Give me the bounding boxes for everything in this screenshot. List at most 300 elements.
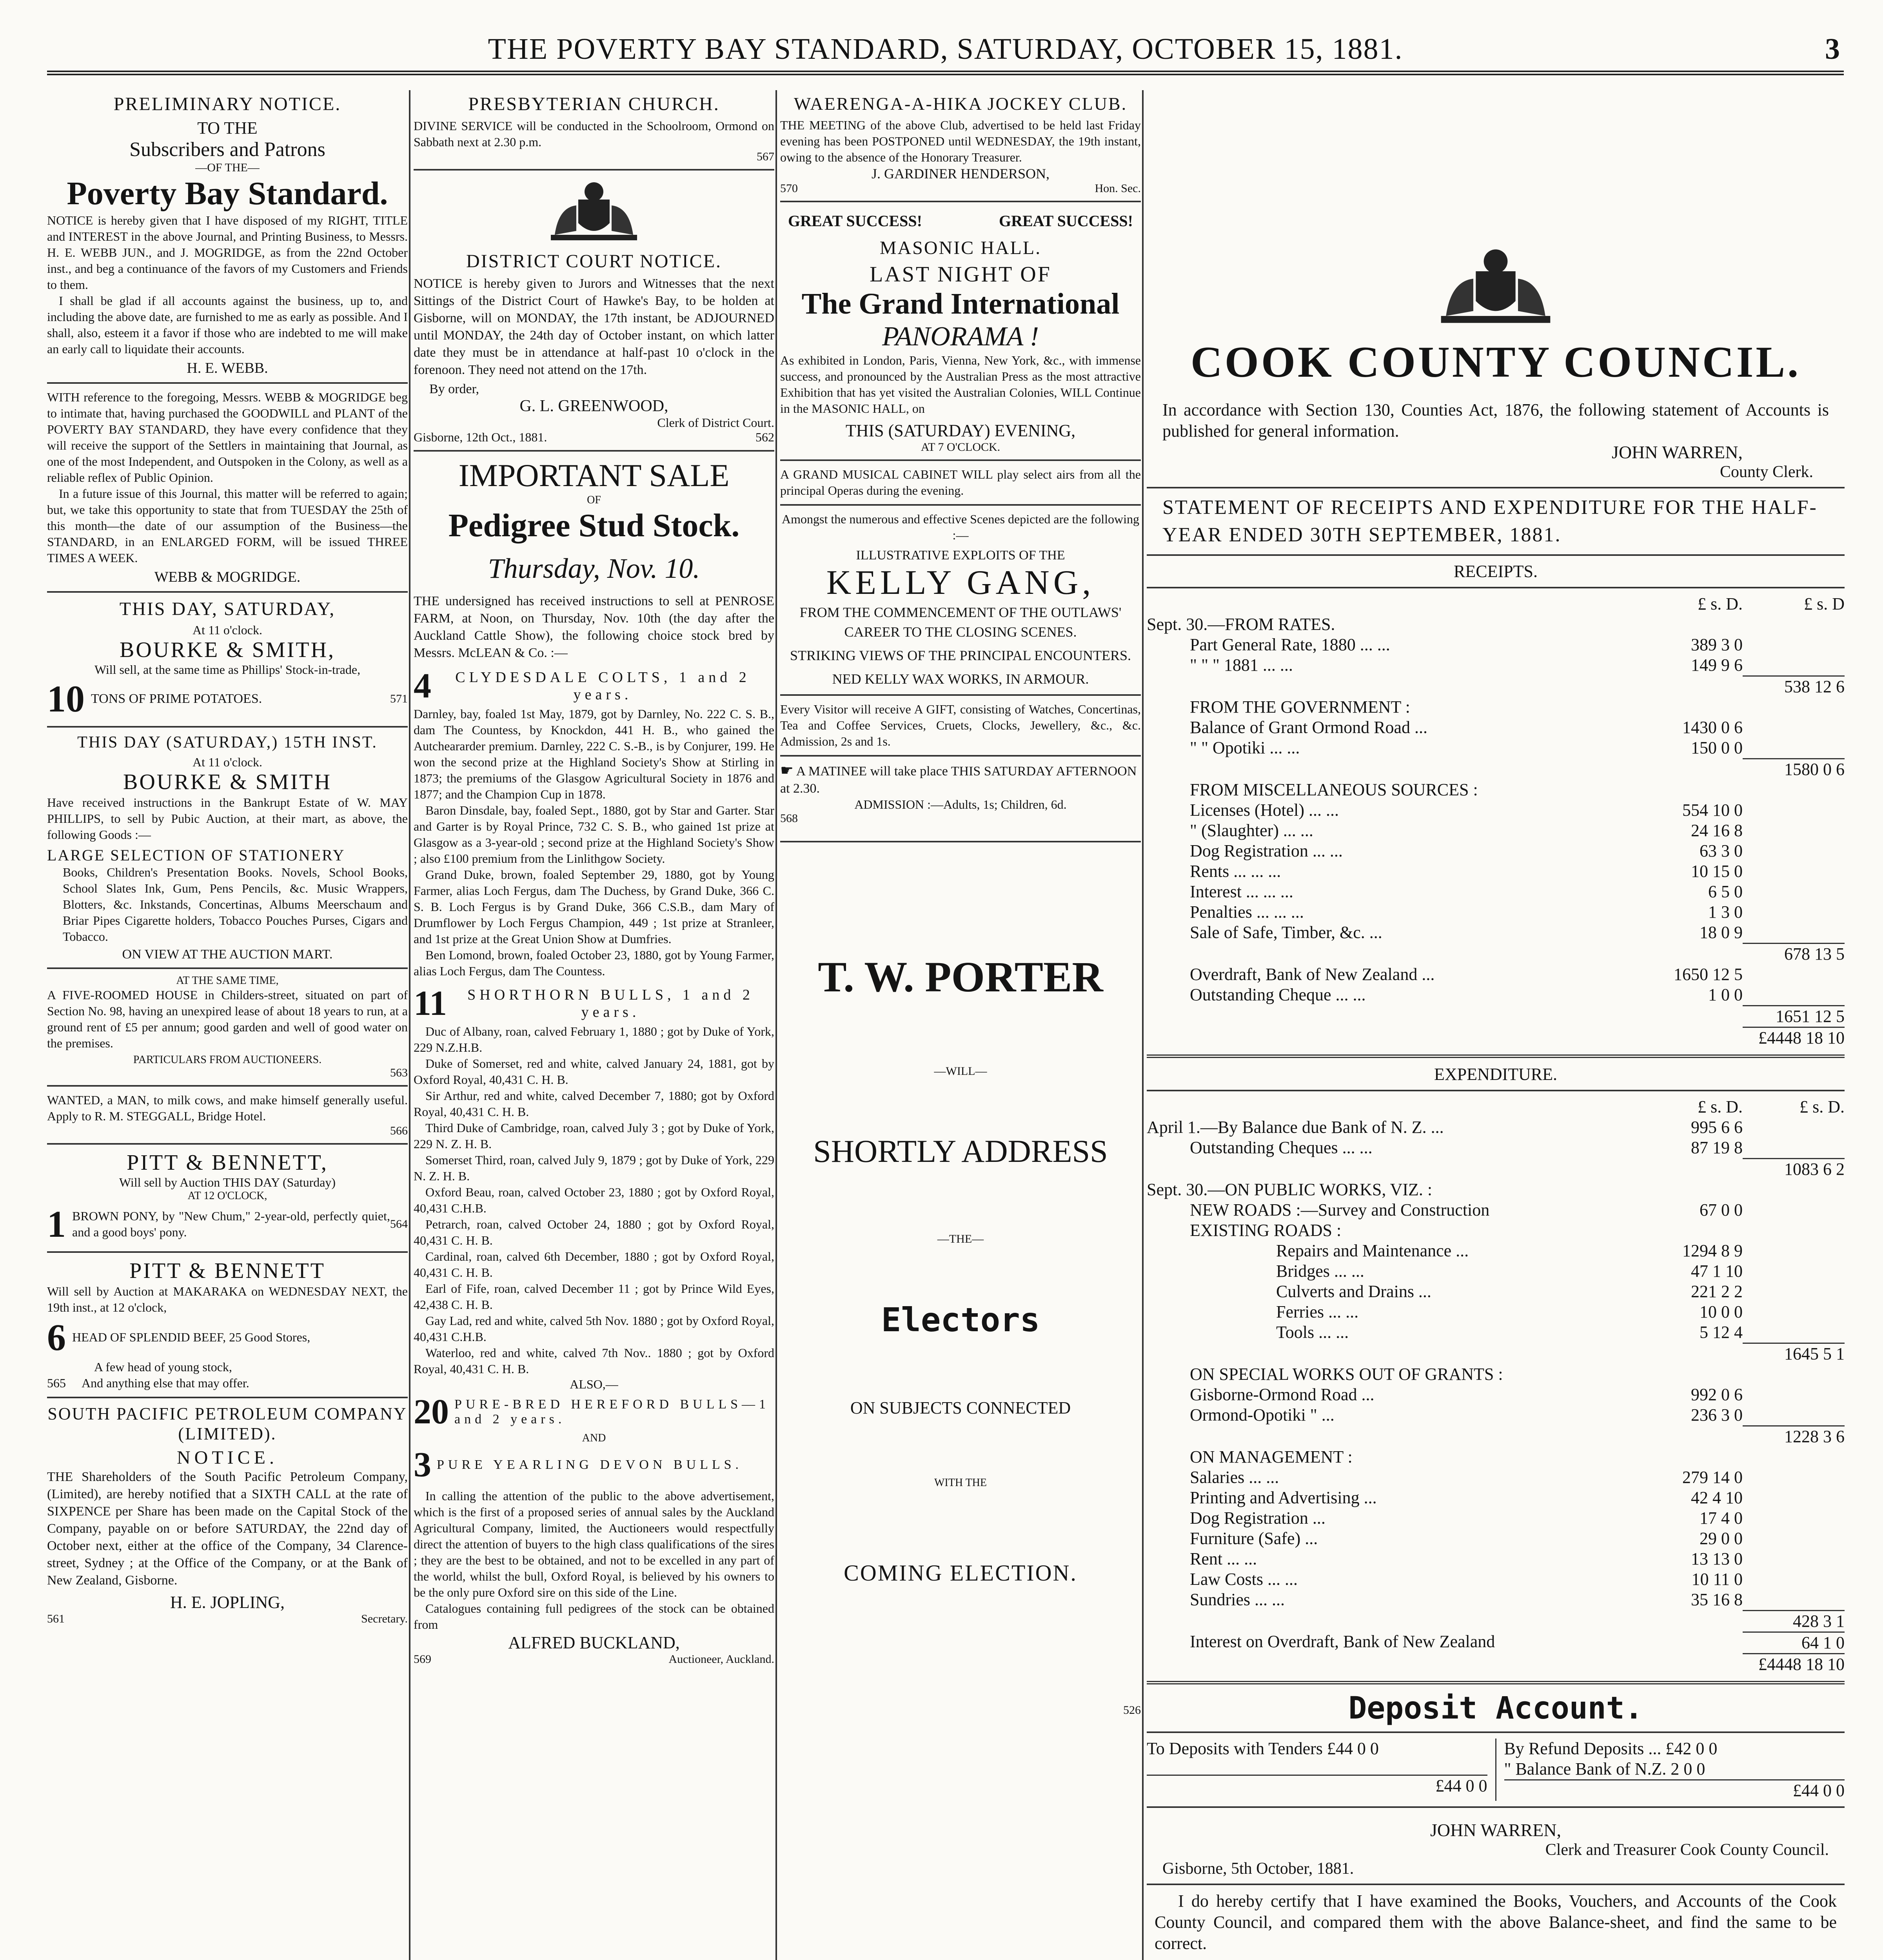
- account-line: [1147, 1447, 1845, 1467]
- panorama-among: Amongst the numerous and effective Scenes depicted are the following :—: [781, 512, 1139, 542]
- statement-heading: STATEMENT OF RECEIPTS AND EXPENDITURE FOR THE HALF-YEAR ENDED 30TH SEPTEMBER, 1881.: [1162, 496, 1818, 546]
- account-amount: 17 4 0: [1700, 1508, 1743, 1528]
- sale2-large: LARGE SELECTION OF STATIONERY: [47, 846, 345, 864]
- petrol-notice: NOTICE.: [177, 1447, 278, 1468]
- account-amount: 24 16 8: [1691, 821, 1743, 840]
- account-amount: [1649, 1447, 1743, 1467]
- account-total: [1743, 1528, 1845, 1549]
- pitt2-number: 6: [47, 1316, 66, 1358]
- account-total: [1743, 1220, 1845, 1241]
- account-total: 1083 6 2: [1743, 1158, 1845, 1180]
- divider: [1147, 1054, 1845, 1058]
- expenditure-table: [1147, 1097, 1845, 1675]
- account-label: " " " 1881 ... ...: [1190, 655, 1293, 675]
- account-label: April 1.—By Balance due Bank of N. Z. ...: [1147, 1118, 1444, 1137]
- sale1-heading: THIS DAY, SATURDAY,: [119, 599, 336, 619]
- deposit-left-total: £44 0 0: [1147, 1775, 1487, 1796]
- sale2-particulars: PARTICULARS FROM AUCTIONEERS.: [133, 1054, 322, 1066]
- account-line: [1147, 1027, 1845, 1048]
- divider: [414, 450, 774, 452]
- deposit-left: [1147, 1739, 1496, 1801]
- account-label: ON MANAGEMENT :: [1190, 1447, 1353, 1466]
- expenditure-lsd-2: £ s. D.: [1799, 1097, 1845, 1116]
- column-2: [414, 90, 774, 1960]
- divider: [780, 694, 1141, 696]
- account-total: [1743, 1322, 1845, 1343]
- pitt1-will: Will sell by Auction THIS DAY (Saturday): [119, 1175, 336, 1189]
- account-line: [1147, 1569, 1845, 1590]
- porter-ref: 526: [1123, 1704, 1141, 1717]
- stud-ref: 569: [414, 1653, 431, 1666]
- great-success-banner: [780, 208, 1141, 234]
- account-label: Interest on Overdraft, Bank of New Zealand: [1190, 1632, 1495, 1651]
- account-total: [1743, 841, 1845, 861]
- panorama-evening: THIS (SATURDAY) EVENING,: [845, 421, 1076, 440]
- account-amount: 63 3 0: [1700, 841, 1743, 860]
- pitt1-number: 1: [47, 1203, 66, 1245]
- sale2-ref: 563: [390, 1066, 408, 1079]
- account-amount: [1649, 1158, 1743, 1180]
- pitt1-ref: 564: [390, 1217, 408, 1230]
- horse-darnley: Darnley, bay, foaled 1st May, 1879, got by Darnley, No. 222 C. S. B., dam The Countess, by Knockdon, 441 H. B., who gained the Autcheararder premium. Darnley, 222 C. S.-B., is by Conjurer, 199. He won the second prize at the Highland Society's Show at Stirling in 1873; the premiums of the Glasgow Agricultural Society in 1876 and 1877; and the Champion Cup in 1878.: [414, 707, 774, 801]
- account-total: 1651 12 5: [1743, 1005, 1845, 1027]
- page-number: 3: [1825, 33, 1840, 65]
- divider: [47, 382, 408, 384]
- account-line: [1147, 1220, 1845, 1241]
- sale1-lot: [47, 677, 408, 720]
- sale2-view: ON VIEW AT THE AUCTION MART.: [122, 947, 333, 962]
- account-label: Tools ... ...: [1276, 1323, 1349, 1342]
- account-line: [1147, 1281, 1845, 1302]
- column-4: [1147, 90, 1845, 1960]
- account-amount: 29 0 0: [1700, 1529, 1743, 1548]
- bull-entry: Oxford Beau, roan, calved October 23, 1880 ; got by Oxford Royal, 40,431 C.H.B.: [414, 1185, 774, 1215]
- stud-count-4: 4: [414, 666, 431, 705]
- divider: [1147, 1884, 1845, 1885]
- prelim-to: TO THE: [197, 118, 258, 138]
- account-line: [1147, 1385, 1845, 1405]
- church-body: DIVINE SERVICE will be conducted in the Schoolroom, Ormond on Sabbath next at 2.30 p.m.: [414, 119, 774, 149]
- court-role: Clerk of District Court.: [657, 416, 774, 430]
- prelim-body-4: In a future issue of this Journal, this matter will be referred to again; but, we take this opportunity to state that from TUESDAY the 25th of this month—the date of our assumption of the Business—the STANDARD, in an ENLARGED FORM, will be issued THREE TIMES A WEEK.: [47, 486, 408, 565]
- account-label: Repairs and Maintenance ...: [1276, 1241, 1469, 1260]
- account-line: [1147, 675, 1845, 697]
- prelim-sign: H. E. WEBB.: [187, 360, 268, 376]
- account-line: [1147, 1180, 1845, 1200]
- sale2-heading: THIS DAY (SATURDAY,) 15TH INST.: [77, 733, 378, 751]
- account-amount: [1649, 675, 1743, 697]
- account-total: [1743, 922, 1845, 943]
- pitt2-item-3: And anything else that may offer.: [82, 1376, 249, 1390]
- account-total: 678 13 5: [1743, 943, 1845, 964]
- divider: [47, 1085, 408, 1087]
- account-line: [1147, 1405, 1845, 1425]
- divider: [47, 1143, 408, 1145]
- account-line: [1147, 1508, 1845, 1528]
- account-total: [1743, 902, 1845, 922]
- deposit-right-2: " Balance Bank of N.Z. 2 0 0: [1504, 1759, 1705, 1779]
- prelim-body-2: I shall be glad if all accounts against the business, up to, and including the above date, are furnished to me as early as possible. And I shall, also, esteem it a favor if those who are indebted to me will make an early call to liquidate their accounts.: [47, 294, 408, 356]
- stud-count-11: 11: [414, 984, 447, 1023]
- treasurer-role: Clerk and Treasurer Cook County Council.: [1545, 1841, 1829, 1859]
- account-label: [1147, 758, 1649, 780]
- account-label: FROM MISCELLANEOUS SOURCES :: [1190, 780, 1478, 799]
- account-total: 538 12 6: [1743, 675, 1845, 697]
- kelly-gang: KELLY GANG,: [826, 564, 1095, 602]
- account-amount: 5 12 4: [1700, 1323, 1743, 1342]
- court-date: Gisborne, 12th Oct., 1881.: [414, 430, 547, 444]
- account-label: EXISTING ROADS :: [1190, 1221, 1342, 1240]
- sale2-items: Books, Children's Presentation Books. Novels, School Books, School Slates Ink, Gum, Pens Pencils, &c. Music Wrappers, Blotters, &c. Inkstands, Concertinas, Albums Meerschaum and Briar Pipes Cigarette holders, Tobacco Pouches Purses, Cigars and Tobacco.: [63, 865, 408, 944]
- account-amount: [1649, 1220, 1743, 1241]
- account-line: [1147, 943, 1845, 964]
- stud-subheading: Pedigree Stud Stock.: [448, 507, 740, 544]
- account-line: [1147, 655, 1845, 675]
- account-total: [1743, 655, 1845, 675]
- pitt1-time: AT 12 O'CLOCK,: [187, 1190, 267, 1202]
- stud-of: OF: [587, 494, 601, 506]
- account-label: Part General Rate, 1880 ... ...: [1190, 635, 1390, 654]
- account-label: " (Slaughter) ... ...: [1190, 821, 1313, 840]
- account-line: [1147, 1425, 1845, 1447]
- stud-hereford: [414, 1392, 774, 1432]
- account-amount: 87 19 8: [1691, 1138, 1743, 1157]
- account-label: Licenses (Hotel) ... ...: [1190, 800, 1339, 820]
- royal-coat-of-arms-icon: [1421, 239, 1570, 333]
- bull-entry: Waterloo, red and white, calved 7th Nov.. 1880 ; got by Oxford Royal, 40,431 C. H. B.: [414, 1346, 774, 1376]
- receipts-lsd-1: £ s. D.: [1698, 594, 1743, 613]
- account-line: [1147, 758, 1845, 780]
- sale1-firm: BOURKE & SMITH,: [119, 638, 336, 662]
- account-label: Interest ... ... ...: [1190, 882, 1293, 901]
- porter-will: —WILL—: [934, 1065, 987, 1078]
- account-amount: 1 0 0: [1708, 985, 1743, 1004]
- account-line: [1147, 1261, 1845, 1281]
- account-total: [1743, 820, 1845, 841]
- account-amount: [1649, 780, 1743, 800]
- account-amount: [1649, 614, 1743, 635]
- prelim-subscribers: Subscribers and Patrons: [129, 138, 325, 161]
- jockey-heading: WAERENGA-A-HIKA JOCKEY CLUB.: [794, 94, 1128, 114]
- porter-with-the: WITH THE: [934, 1477, 987, 1489]
- account-amount: 67 0 0: [1700, 1200, 1743, 1220]
- account-amount: 1294 8 9: [1682, 1241, 1743, 1260]
- sale1-time: At 11 o'clock.: [192, 623, 262, 637]
- deposit-left-1: To Deposits with Tenders £44 0 0: [1147, 1739, 1379, 1758]
- horse-grand-duke: Grand Duke, brown, foaled September 29, 1880, got by Young Farmer, alias Loch Fergus, dam The Duchess, by Grand Duke, 366 C. S. B. Loch Fergus is by Grand Duke, 366 C.S.B., dam Mary of Drumflower by Loch Fergus Champion, 449 ; 1st prize at Stranleer, and 1st prize at the Great Union Show at Dumfries.: [414, 867, 774, 946]
- account-label: [1147, 1610, 1649, 1632]
- account-amount: 1 3 0: [1708, 902, 1743, 922]
- account-amount: [1649, 943, 1743, 964]
- sale2-time: At 11 o'clock.: [192, 755, 262, 769]
- account-label: Bridges ... ...: [1276, 1261, 1364, 1281]
- stud-body-2: In calling the attention of the public to the above advertisement, which is the first of a proposed series of annual sales by the Auckland Agricultural Company, limited, the Auctioneers would respectfully direct the attention of buyers to the high class qualifications of the sires ; they are the best to be obtained, and not to be excelled in any part of the world, whilst the bull, Oxford Royal, is believed by his owners to be the only pure Oxford sire on this side of the Line.: [414, 1489, 774, 1599]
- divider: [47, 1397, 408, 1398]
- account-amount: 35 16 8: [1691, 1590, 1743, 1609]
- stud-date: Thursday, Nov. 10.: [488, 553, 700, 584]
- court-foot: [414, 430, 774, 445]
- account-amount: 10 15 0: [1691, 862, 1743, 881]
- divider: [1147, 487, 1845, 488]
- account-total: 1645 5 1: [1743, 1343, 1845, 1364]
- petrol-ref: 561: [47, 1612, 65, 1625]
- divider: [780, 755, 1141, 757]
- account-label: Printing and Advertising ...: [1190, 1488, 1377, 1507]
- pitt2-will: Will sell by Auction at MAKARAKA on WEDNESDAY NEXT, the 19th inst., at 12 o'clock,: [47, 1284, 408, 1314]
- council-title: COOK COUNTY COUNCIL.: [1190, 338, 1801, 387]
- panorama-time: AT 7 O'CLOCK.: [921, 441, 1001, 454]
- prelim-of: —OF THE—: [195, 161, 260, 174]
- account-total: [1743, 1569, 1845, 1590]
- court-ref: 562: [755, 430, 774, 444]
- pitt2-item: HEAD OF SPLENDID BEEF, 25 Good Stores,: [72, 1330, 311, 1344]
- account-amount: 389 3 0: [1691, 635, 1743, 654]
- account-amount: 47 1 10: [1691, 1261, 1743, 1281]
- stud-devon: [414, 1445, 774, 1485]
- account-line: [1147, 1138, 1845, 1158]
- deposit-table: [1147, 1739, 1845, 1801]
- account-total: [1743, 1508, 1845, 1528]
- masthead-title: THE POVERTY BAY STANDARD, SATURDAY, OCTOBER 15, 1881.: [488, 33, 1403, 65]
- account-total: [1743, 1302, 1845, 1322]
- account-line: [1147, 1241, 1845, 1261]
- account-total: [1743, 697, 1845, 717]
- account-label: [1147, 1005, 1649, 1027]
- treasurer-date: Gisborne, 5th October, 1881.: [1162, 1860, 1354, 1878]
- porter-shortly-address: SHORTLY ADDRESS: [813, 1133, 1108, 1169]
- petrol-foot: [47, 1612, 408, 1626]
- grand-international: The Grand International: [801, 287, 1120, 320]
- pitt1-item: BROWN PONY, by "New Chum," 2-year-old, perfectly quiet, and a good boys' pony.: [72, 1209, 390, 1239]
- pitt2-lot: [47, 1316, 408, 1359]
- account-amount: 995 6 6: [1691, 1118, 1743, 1137]
- account-line: [1147, 1322, 1845, 1343]
- account-total: [1743, 1447, 1845, 1467]
- account-label: Sept. 30.—FROM RATES.: [1147, 615, 1335, 634]
- account-label: ON SPECIAL WORKS OUT OF GRANTS :: [1190, 1365, 1503, 1384]
- account-line: [1147, 1590, 1845, 1610]
- account-amount: 150 0 0: [1691, 738, 1743, 757]
- bull-entry: Third Duke of Cambridge, roan, calved July 3 ; got by Duke of York, 229 N. Z. H. B.: [414, 1121, 774, 1151]
- receipts-heading: RECEIPTS.: [1454, 562, 1538, 581]
- account-total: [1743, 635, 1845, 655]
- account-line: [1147, 1343, 1845, 1364]
- court-heading: DISTRICT COURT NOTICE.: [466, 251, 722, 272]
- pitt2-item-2: A few head of young stock,: [94, 1360, 232, 1374]
- account-amount: [1649, 1343, 1743, 1364]
- porter-on-subjects: ON SUBJECTS CONNECTED: [850, 1398, 1071, 1417]
- stud-and: AND: [582, 1432, 606, 1444]
- horse-baron-dinsdale: Baron Dinsdale, bay, foaled Sept., 1880, got by Star and Garter. Star and Garter is by Royal Prince, 732 C. S. B., who gained 1st prize at Glasgow as a 3-year-old ; second prize at the Highland Society's Show ; also £100 premium from the Linlithgow Society.: [414, 803, 774, 866]
- panorama-admission: ADMISSION :—Adults, 1s; Children, 6d.: [854, 797, 1067, 811]
- great-success-left: GREAT SUCCESS!: [788, 212, 922, 230]
- account-total: [1743, 985, 1845, 1005]
- account-line: [1147, 1528, 1845, 1549]
- stud-role: Auctioneer, Auckland.: [668, 1653, 774, 1666]
- account-line: [1147, 800, 1845, 820]
- porter-electors: Electors: [881, 1301, 1040, 1339]
- account-total: [1743, 1241, 1845, 1261]
- divider: [47, 591, 408, 593]
- church-heading: PRESBYTERIAN CHURCH.: [468, 94, 720, 114]
- account-amount: [1649, 758, 1743, 780]
- stud-count-20: 20: [414, 1392, 449, 1431]
- account-line: [1147, 1302, 1845, 1322]
- kelly-wax-works: NED KELLY WAX WORKS, IN ARMOUR.: [832, 671, 1089, 687]
- account-line: [1147, 1364, 1845, 1385]
- masthead: [47, 27, 1844, 75]
- column-rule: [775, 90, 777, 1960]
- bull-entry: Duc of Albany, roan, calved February 1, 1880 ; got by Duke of York, 229 N.Z.H.B.: [414, 1024, 774, 1054]
- account-amount: 42 4 10: [1691, 1488, 1743, 1507]
- account-total: [1743, 1117, 1845, 1138]
- deposit-right: [1496, 1739, 1845, 1801]
- account-line: [1147, 820, 1845, 841]
- account-label: Outstanding Cheques ... ...: [1190, 1138, 1373, 1157]
- divider: [47, 726, 408, 728]
- panorama-gift: Every Visitor will receive A GIFT, consisting of Watches, Concertinas, Tea and Coffee Services, Cruets, Clocks, Jewellery, &c., &c. Admission, 2s and 1s.: [780, 702, 1141, 748]
- account-label: FROM THE GOVERNMENT :: [1190, 697, 1410, 717]
- stud-clydesdale-label: CLYDESDALE COLTS, 1 and 2 years.: [455, 669, 750, 703]
- account-total: £4448 18 10: [1743, 1653, 1845, 1675]
- jockey-ref: 570: [780, 182, 798, 195]
- panorama-body: As exhibited in London, Paris, Vienna, New York, &c., with immense success, and pronounced by the Australian Press as the most attractive Exhibition that has yet visited the Australian Colonies, WILL Continue in the MASONIC HALL, on: [780, 353, 1141, 416]
- stud-clydesdale: [414, 666, 774, 706]
- jockey-foot: [780, 182, 1141, 195]
- account-total: [1743, 717, 1845, 738]
- petrol-role: Secretary.: [361, 1612, 408, 1625]
- stud-shorthorn: [414, 983, 774, 1024]
- sale2-house: A FIVE-ROOMED HOUSE in Childers-street, situated on part of Section No. 98, having an unexpired lease of about 18 years to run, at a ground rent of £5 per annum; good garden and well of good water on the premises.: [47, 988, 408, 1050]
- stud-hereford-label: PURE-BRED HEREFORD BULLS—1 and 2 years.: [454, 1397, 770, 1426]
- court-name: G. L. GREENWOOD,: [519, 397, 668, 415]
- account-line: [1147, 614, 1845, 635]
- account-total: 64 1 0: [1743, 1632, 1845, 1653]
- account-label: Outstanding Cheque ... ...: [1190, 985, 1366, 1004]
- stud-shorthorn-label: SHORTHORN BULLS, 1 and 2 years.: [467, 986, 754, 1020]
- sale1-item: TONS OF PRIME POTATOES.: [91, 691, 262, 706]
- sale1-number: 10: [47, 678, 85, 720]
- matinee: [780, 762, 1141, 797]
- divider: [780, 504, 1141, 506]
- account-line: [1147, 1117, 1845, 1138]
- sale1-will: Will sell, at the same time as Phillips' Stock-in-trade,: [94, 662, 361, 677]
- divider: [47, 967, 408, 969]
- church-ref: 567: [757, 150, 774, 163]
- stud-body-3: Catalogues containing full pedigrees of the stock can be obtained from: [414, 1601, 774, 1632]
- account-amount: 221 2 2: [1691, 1282, 1743, 1301]
- audit-body: I do hereby certify that I have examined the Books, Vouchers, and Accounts of the Cook County Council, and compared them with the above Balance-sheet, and find the same to be correct.: [1155, 1891, 1837, 1953]
- account-amount: [1649, 1653, 1743, 1675]
- divider: [1147, 1090, 1845, 1091]
- jockey-body: THE MEETING of the above Club, advertised to be held last Friday evening has been POSTPONED until WEDNESDAY, the 19th instant, owing to the absence of the Honorary Treasurer.: [780, 118, 1141, 164]
- account-amount: 279 14 0: [1682, 1468, 1743, 1487]
- account-total: [1743, 1488, 1845, 1508]
- account-amount: 1430 0 6: [1682, 718, 1743, 737]
- kelly-from: FROM THE COMMENCEMENT OF THE OUTLAWS' CAREER TO THE CLOSING SCENES.: [799, 604, 1122, 640]
- account-total: [1743, 800, 1845, 820]
- account-label: [1147, 1653, 1649, 1675]
- account-total: [1743, 861, 1845, 882]
- account-total: [1743, 1364, 1845, 1385]
- stud-body: THE undersigned has received instructions to sell at PENROSE FARM, at Noon, on Thursday, Nov. 10th (the day after the Auckland Cattle Show), the following choice stock bred by Messrs. McLEAN & Co. :—: [414, 594, 774, 660]
- account-line: [1147, 1549, 1845, 1569]
- account-line: [1147, 902, 1845, 922]
- bull-entry: Petrarch, roan, calved October 24, 1880 ; got by Oxford Royal, 40,431 C. H. B.: [414, 1217, 774, 1247]
- expenditure-header: [1147, 1097, 1845, 1117]
- column-rule: [409, 90, 410, 1960]
- bull-entry: Somerset Third, roan, calved July 9, 1879 ; got by Duke of York, 229 N. Z. H. B.: [414, 1153, 774, 1183]
- account-total: [1743, 614, 1845, 635]
- royal-coat-of-arms-icon: [535, 176, 653, 247]
- account-line: [1147, 780, 1845, 800]
- divider: [1147, 587, 1845, 588]
- divider: [1147, 1806, 1845, 1808]
- expenditure-lines: [1147, 1117, 1845, 1675]
- account-total: [1743, 1200, 1845, 1220]
- account-total: [1743, 1549, 1845, 1569]
- sale2-body: Have received instructions in the Bankrupt Estate of W. MAY PHILLIPS, to sell by Pubic Auction, at their mart, as above, the following Goods :—: [47, 795, 408, 842]
- court-body: NOTICE is hereby given to Jurors and Witnesses that the next Sittings of the District Court of Hawke's Bay, to be holden at Gisborne, will on MONDAY, the 17th instant, be ADJOURNED until MONDAY, the 24th day of October instant, on which latter date they must be in attendance at half-past 10 o'clock in the forenoon. They need not attend on the 17th.: [414, 276, 774, 377]
- account-total: £4448 18 10: [1743, 1027, 1845, 1048]
- account-line: [1147, 922, 1845, 943]
- account-total: 1228 3 6: [1743, 1425, 1845, 1447]
- account-total: 428 3 1: [1743, 1610, 1845, 1632]
- matinee-text: A MATINEE will take place THIS SATURDAY AFTERNOON at 2.30.: [780, 764, 1137, 796]
- account-line: [1147, 1610, 1845, 1632]
- account-total: [1743, 1385, 1845, 1405]
- account-amount: 10 0 0: [1700, 1302, 1743, 1321]
- deposit-right-total: £44 0 0: [1504, 1779, 1845, 1801]
- account-label: Penalties ... ... ...: [1190, 902, 1304, 922]
- divider: [780, 841, 1141, 842]
- council-intro: In accordance with Section 130, Counties Act, 1876, the following statement of Accounts is published for general information.: [1162, 400, 1829, 441]
- account-amount: 992 0 6: [1691, 1385, 1743, 1404]
- expenditure-lsd-1: £ s. D.: [1698, 1097, 1743, 1116]
- account-amount: 1650 12 5: [1674, 965, 1743, 984]
- horse-ben-lomond: Ben Lomond, brown, foaled October 23, 1880, got by Young Farmer, alias Loch Fergus, dam The Countess.: [414, 948, 774, 978]
- account-amount: [1649, 1632, 1743, 1653]
- column-3: [780, 90, 1141, 1960]
- account-label: Dog Registration ... ...: [1190, 841, 1343, 860]
- porter-coming-election: COMING ELECTION.: [844, 1560, 1077, 1586]
- account-total: [1743, 1138, 1845, 1158]
- account-label: NEW ROADS :—Survey and Construction: [1190, 1200, 1490, 1220]
- panorama-ref: 568: [780, 812, 798, 825]
- account-label: [1147, 1158, 1649, 1180]
- divider: [780, 201, 1141, 202]
- account-label: [1147, 1425, 1649, 1447]
- stud-also: ALSO,—: [570, 1377, 618, 1391]
- sale1-ref: 571: [390, 692, 408, 705]
- sale2-same-time: AT THE SAME TIME,: [176, 975, 279, 987]
- account-total: [1743, 1261, 1845, 1281]
- stud-heading: IMPORTANT SALE: [458, 457, 730, 493]
- account-line: [1147, 1005, 1845, 1027]
- account-total: [1743, 1590, 1845, 1610]
- divider: [414, 169, 774, 171]
- account-label: Salaries ... ...: [1190, 1468, 1279, 1487]
- account-total: 1580 0 6: [1743, 758, 1845, 780]
- receipts-table: [1147, 594, 1845, 1048]
- account-label: Rents ... ... ...: [1190, 862, 1281, 881]
- prelim-paper-name: Poverty Bay Standard.: [67, 175, 388, 212]
- pitt2-foot: [47, 1375, 408, 1391]
- divider: [780, 459, 1141, 461]
- musical-cabinet: A GRAND MUSICAL CABINET WILL play select airs from all the principal Operas during the evening.: [780, 467, 1141, 497]
- prelim-body-3: WITH reference to the foregoing, Messrs. WEBB & MOGRIDGE beg to intimate that, having purchased the GOODWILL and PLANT of the POVERTY BAY STANDARD, they have every confidence that they will receive the support of the Settlers in maintaining that Journal, as one of the most Independent, and Outspoken in the Colony, as well as a reliable reflex of Public Opinion.: [47, 390, 408, 485]
- account-total: [1743, 780, 1845, 800]
